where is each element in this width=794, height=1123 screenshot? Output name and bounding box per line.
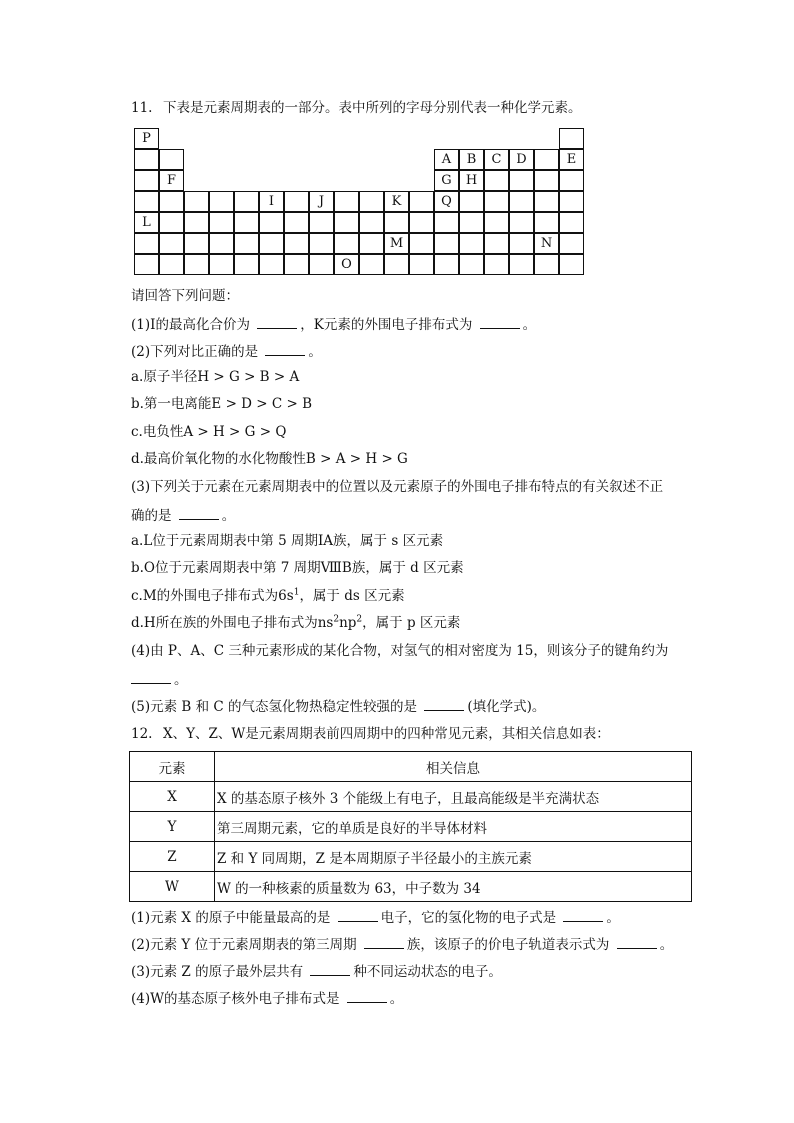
empty-cell: [309, 233, 334, 254]
q11-number: 11.: [131, 100, 153, 116]
empty-cell: [484, 254, 509, 275]
answer-blank[interactable]: [338, 907, 378, 922]
empty-cell: [409, 191, 434, 212]
q12-part3: (3)元素 Z 的原子最外层共有 种不同运动状态的电子。: [131, 961, 502, 981]
q12-number: 12.: [131, 726, 153, 742]
periodic-table-fragment: [134, 128, 585, 273]
answer-blank[interactable]: [310, 961, 350, 976]
empty-cell: [134, 191, 159, 212]
q11-part2: (2)下列对比正确的是 。: [131, 341, 322, 361]
q12-part4: (4)W的基态原子核外电子排布式是 。: [131, 988, 403, 1008]
empty-cell: [509, 254, 534, 275]
element-cell: G: [434, 170, 459, 191]
element-cell: A: [434, 149, 459, 170]
empty-cell: [384, 254, 409, 275]
row-element: X: [130, 782, 215, 812]
element-cell: P: [134, 128, 159, 149]
element-cell: L: [134, 212, 159, 233]
element-cell: I: [259, 191, 284, 212]
element-cell: C: [484, 149, 509, 170]
empty-cell: [359, 233, 384, 254]
q11-part3-line1: (3)下列关于元素在元素周期表中的位置以及元素原子的外围电子排布特点的有关叙述不正: [131, 479, 664, 495]
row-element: Z: [130, 842, 215, 872]
q11-option-2c: c.电负性A > H > G > Q: [131, 424, 287, 440]
empty-cell: [159, 149, 184, 170]
answer-blank[interactable]: [617, 934, 657, 949]
row-element: Y: [130, 812, 215, 842]
empty-cell: [209, 191, 234, 212]
answer-blank[interactable]: [364, 934, 404, 949]
q12-stem: X、Y、Z、W是元素周期表前四周期中的四种常见元素，其相关信息如表：: [163, 726, 610, 742]
empty-cell: [484, 212, 509, 233]
table-row: [130, 812, 692, 842]
q11-part4-line1: (4)由 P、A、C 三种元素形成的某化合物，对氢气的相对密度为 15，则该分子的键角约为: [131, 643, 669, 659]
empty-cell: [334, 191, 359, 212]
empty-cell: [259, 212, 284, 233]
q11-stem: 下表是元素周期表的一部分。表中所列的字母分别代表一种化学元素。: [163, 100, 582, 116]
answer-blank[interactable]: [480, 314, 520, 329]
q12-part1: (1)元素 X 的原子中能量最高的是 电子，它的氢化物的电子式是 。: [131, 907, 620, 927]
empty-cell: [234, 212, 259, 233]
q11-option-2b: b.第一电离能E > D > C > B: [131, 396, 313, 412]
empty-cell: [434, 254, 459, 275]
empty-cell: [134, 233, 159, 254]
empty-cell: [284, 233, 309, 254]
empty-cell: [384, 212, 409, 233]
empty-cell: [284, 254, 309, 275]
empty-cell: [434, 233, 459, 254]
empty-cell: [209, 212, 234, 233]
empty-cell: [284, 191, 309, 212]
q11-option-2a: a.原子半径H > G > B > A: [131, 369, 300, 385]
empty-cell: [184, 191, 209, 212]
empty-cell: [359, 254, 384, 275]
q11-part5: (5)元素 B 和 C 的气态氢化物热稳定性较强的是 (填化学式)。: [131, 696, 545, 716]
empty-cell: [534, 149, 559, 170]
element-cell: B: [459, 149, 484, 170]
q11-part1: (1)I的最高化合价为 ，K元素的外围电子排布式为 。: [131, 314, 536, 334]
empty-cell: [509, 191, 534, 212]
empty-cell: [159, 212, 184, 233]
element-cell: Q: [434, 191, 459, 212]
empty-cell: [234, 254, 259, 275]
empty-cell: [134, 254, 159, 275]
empty-cell: [484, 191, 509, 212]
q12-part2: (2)元素 Y 位于元素周期表的第三周期 族，该原子的价电子轨道表示式为 。: [131, 934, 673, 954]
empty-cell: [459, 254, 484, 275]
empty-cell: [159, 254, 184, 275]
answer-blank[interactable]: [265, 341, 305, 356]
element-cell: F: [159, 170, 184, 191]
q11-prompt: 请回答下列问题：: [131, 288, 239, 304]
answer-blank[interactable]: [347, 988, 387, 1003]
empty-cell: [234, 233, 259, 254]
empty-cell: [284, 212, 309, 233]
table-header-row: [130, 752, 692, 782]
answer-blank[interactable]: [179, 505, 219, 520]
row-element: W: [130, 872, 215, 902]
element-cell: N: [534, 233, 559, 254]
row-info: 第三周期元素，它的单质是良好的半导体材料: [215, 812, 692, 842]
empty-cell: [559, 191, 584, 212]
row-info: Z 和 Y 同周期，Z 是本周期原子半径最小的主族元素: [215, 842, 692, 872]
q11-part3-line2: 确的是 。: [131, 505, 235, 525]
empty-cell: [484, 233, 509, 254]
empty-cell: [509, 233, 534, 254]
answer-blank[interactable]: [131, 669, 171, 684]
answer-blank[interactable]: [424, 696, 464, 711]
answer-blank[interactable]: [563, 907, 603, 922]
empty-cell: [434, 212, 459, 233]
empty-cell: [159, 191, 184, 212]
header-info: 相关信息: [215, 752, 692, 782]
empty-cell: [509, 170, 534, 191]
row-info: X 的基态原子核外 3 个能级上有电子，且最高能级是半充满状态: [215, 782, 692, 812]
q11-option-3a: a.L位于元素周期表中第 5 周期ⅠA族，属于 s 区元素: [131, 533, 444, 549]
empty-cell: [184, 212, 209, 233]
empty-cell: [209, 254, 234, 275]
element-info-table: [129, 751, 692, 902]
empty-cell: [334, 233, 359, 254]
table-row: [130, 782, 692, 812]
row-info: W 的一种核素的质量数为 63，中子数为 34: [215, 872, 692, 902]
empty-cell: [459, 191, 484, 212]
empty-cell: [459, 212, 484, 233]
empty-cell: [309, 212, 334, 233]
element-cell: J: [309, 191, 334, 212]
empty-cell: [409, 233, 434, 254]
empty-cell: [259, 233, 284, 254]
empty-cell: [559, 233, 584, 254]
table-row: [130, 872, 692, 902]
empty-cell: [184, 254, 209, 275]
empty-cell: [409, 254, 434, 275]
empty-cell: [409, 212, 434, 233]
element-cell: D: [509, 149, 534, 170]
empty-cell: [159, 233, 184, 254]
empty-cell: [559, 254, 584, 275]
empty-cell: [259, 254, 284, 275]
element-cell: K: [384, 191, 409, 212]
empty-cell: [559, 170, 584, 191]
empty-cell: [459, 233, 484, 254]
answer-blank[interactable]: [257, 314, 297, 329]
empty-cell: [234, 191, 259, 212]
empty-cell: [534, 191, 559, 212]
header-element: 元素: [130, 752, 215, 782]
empty-cell: [559, 212, 584, 233]
q11-option-2d: d.最高价氧化物的水化物酸性B > A > H > G: [131, 451, 408, 467]
empty-cell: [534, 212, 559, 233]
empty-cell: [309, 254, 334, 275]
element-cell: E: [559, 149, 584, 170]
empty-cell: [559, 128, 584, 149]
empty-cell: [534, 170, 559, 191]
q11-option-3c: c.M的外围电子排布式为$6s^1$，属于 ds 区元素: [131, 587, 405, 604]
empty-cell: [334, 212, 359, 233]
element-cell: O: [334, 254, 359, 275]
empty-cell: [184, 233, 209, 254]
element-cell: M: [384, 233, 409, 254]
q11-part4-line2: 。: [131, 669, 188, 689]
empty-cell: [484, 170, 509, 191]
table-row: [130, 842, 692, 872]
empty-cell: [134, 149, 159, 170]
empty-cell: [134, 170, 159, 191]
empty-cell: [209, 233, 234, 254]
q11-option-3b: b.O位于元素周期表中第 7 周期ⅧB族，属于 d 区元素: [131, 560, 464, 576]
empty-cell: [359, 191, 384, 212]
empty-cell: [509, 212, 534, 233]
element-cell: H: [459, 170, 484, 191]
empty-cell: [359, 212, 384, 233]
empty-cell: [534, 254, 559, 275]
q11-option-3d: d.H所在族的外围电子排布式为$ns^2np^2$，属于 p 区元素: [131, 614, 461, 631]
